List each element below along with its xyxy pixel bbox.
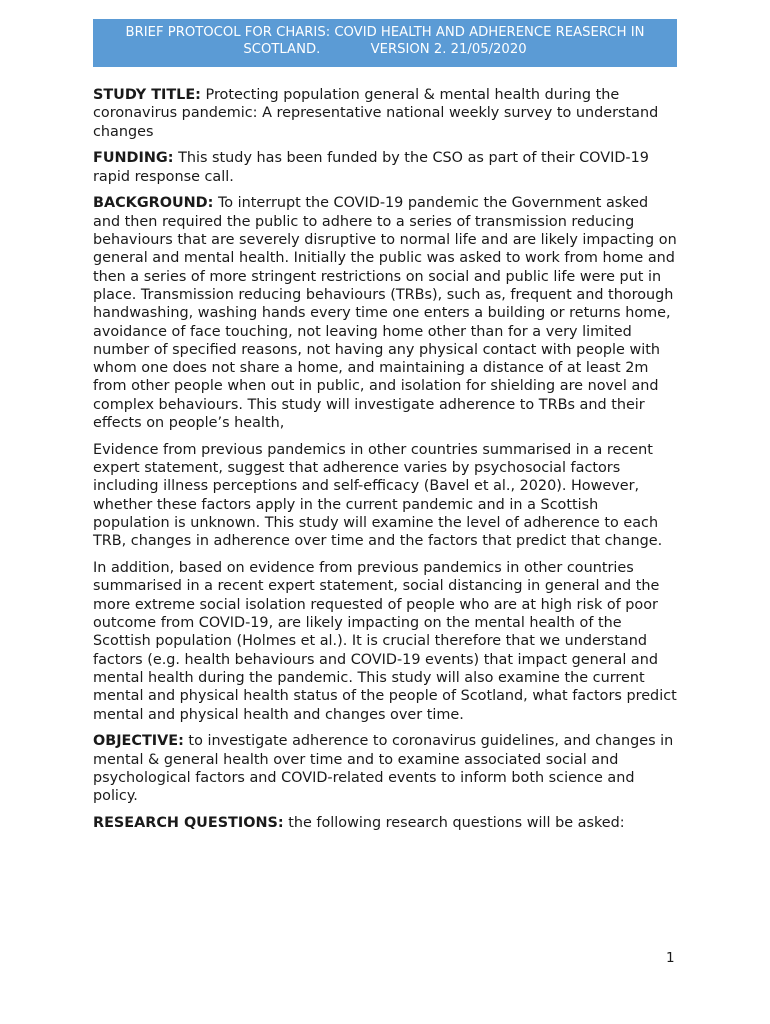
study-title-label: STUDY TITLE: (93, 87, 201, 103)
objective-label: OBJECTIVE: (93, 733, 184, 750)
study-title-section (93, 86, 679, 141)
funding-text: This study has been funded by the CSO as part of their COVID-19 rapid response call. (93, 150, 649, 185)
research-questions-text: the following research questions will be asked: (288, 814, 625, 831)
addition-paragraph: In addition, based on evidence from previous pandemics in other countries summarised in a recent expert statement, social distancing in general and the more extreme social isolation requested of people who are at high risk of poor outcome from COVID-19, are likely impacting on the mental health of the Scottish population (Holmes et al.). It is crucial therefore that we understand factors (e.g. health behaviours and COVID-19 events) that impact general and mental health during the pandemic. This study will also examine the current mental and physical health status of the people of Scotland, what factors predict mental and physical health and changes over time. (93, 560, 677, 723)
funding-label: FUNDING: (93, 150, 174, 167)
funding-section (93, 149, 679, 186)
document-header-banner (93, 19, 677, 67)
research-questions-section (93, 814, 679, 832)
background-section (93, 194, 679, 432)
research-questions-label: RESEARCH QUESTIONS: (93, 814, 284, 831)
document-body (93, 86, 679, 841)
background-text: To interrupt the COVID-19 pandemic the Government asked and then required the public to adhere to a series of transmission reducing behaviours that are severely disruptive to normal life and are likely impacting on general and mental health. Initially the public was asked to work from home and then a series of more stringent restrictions on social and public life were put in place. Transmission reducing behaviours (TRBs), such as, frequent and thorough handwashing, washing hands every time one enters a building or returns home, avoidance of face touching, not leaving home other than for a very limited number of specified reasons, not having any physical contact with people with whom one does not share a home, and maintaining a distance of at least 2m from other people when out in public, and isolation for shielding are novel and complex behaviours. This study will investigate adherence to TRBs and their effects on people’s health, (93, 195, 677, 432)
header-line-1: BRIEF PROTOCOL FOR CHARIS: COVID HEALTH AND ADHERENCE REASERCH IN (125, 25, 645, 40)
header-version: VERSION 2. 21/05/2020 (370, 42, 527, 57)
header-location: SCOTLAND. (243, 42, 321, 57)
page-number: 1 (666, 950, 675, 966)
objective-section (93, 732, 679, 805)
objective-text: to investigate adherence to coronavirus guidelines, and changes in mental & general health over time and to examine associated social and psychological factors and COVID-related events to inform both science and policy. (93, 733, 674, 805)
background-label: BACKGROUND: (93, 195, 214, 212)
study-title-text: Protecting population general & mental health during the coronavirus pandemic: A representative national weekly survey to understand changes (93, 87, 659, 140)
header-line-2 (93, 41, 677, 58)
evidence-paragraph: Evidence from previous pandemics in other countries summarised in a recent expert statement, suggest that adherence varies by psychosocial factors including illness perceptions and self-efficacy (Bavel et al., 2020). However, whether these factors apply in the current pandemic and in a Scottish population is unknown. This study will examine the level of adherence to each TRB, changes in adherence over time and the factors that predict that change. (93, 441, 663, 550)
